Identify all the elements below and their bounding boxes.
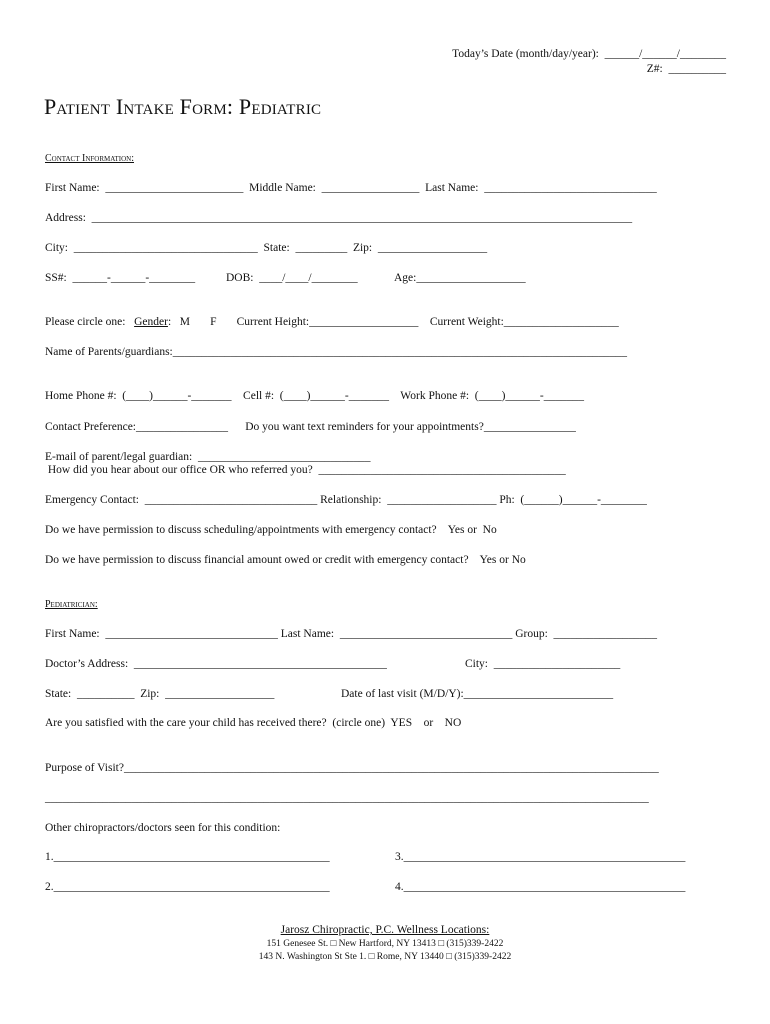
pediatrician-heading: Pediatrician:	[45, 599, 98, 610]
z-number-field[interactable]: Z#: __________	[646, 63, 726, 75]
age-field[interactable]: Age:___________________	[394, 272, 526, 284]
other-doctors-label: Other chiropractors/doctors seen for this condition:	[45, 822, 281, 834]
page-title: Patient Intake Form: Pediatric	[44, 94, 322, 119]
todays-date-field[interactable]: Today’s Date (month/day/year): ______/______/________	[452, 48, 726, 60]
patient-names-field[interactable]: First Name: ________________________ Middle Name: _________________ Last Name: ______________________________	[45, 182, 657, 194]
guardian-email-field[interactable]: E-mail of parent/legal guardian: ______________________________	[45, 451, 371, 463]
other-doctor-3-field[interactable]: 3._________________________________________________	[395, 851, 686, 863]
other-doctor-1-field[interactable]: 1.________________________________________________	[45, 851, 330, 863]
contact-preference-field[interactable]: Contact Preference:________________ Do you want text reminders for your appointments?________________	[45, 421, 576, 433]
phone-numbers-field[interactable]: Home Phone #: (____)______-_______ Cell #: (____)______-_______ Work Phone #: (____)______-_______	[45, 390, 585, 402]
gender-height-weight-row[interactable]	[45, 315, 619, 329]
ssn-field[interactable]: SS#: ______-______-________	[45, 272, 196, 284]
contact-information-heading: Contact Information:	[45, 153, 134, 164]
circle-one-label: Please circle one:	[45, 316, 135, 328]
doctor-address-field[interactable]: Doctor’s Address: ____________________________________________	[45, 658, 387, 670]
permission-financial-question[interactable]: Do we have permission to discuss financial amount owed or credit with emergency contact? Yes or No	[45, 554, 526, 566]
other-doctor-2-field[interactable]: 2.________________________________________________	[45, 881, 330, 893]
purpose-of-visit-line-2[interactable]: _________________________________________________________________________________________________________	[45, 792, 649, 804]
gender-label: Gender	[134, 316, 168, 328]
address-field[interactable]: Address: ______________________________________________________________________________________________	[45, 212, 633, 224]
referral-field[interactable]: How did you hear about our office OR who referred you? ___________________________________________	[45, 464, 566, 476]
parents-guardians-field[interactable]: Name of Parents/guardians:_______________________________________________________________________________	[45, 346, 627, 358]
footer-company-name: Jarosz Chiropractic, P.C. Wellness Locations:	[280, 924, 490, 936]
purpose-of-visit-field[interactable]: Purpose of Visit?_____________________________________________________________________________________________	[45, 762, 659, 774]
gender-height-weight-fields[interactable]: : M F Current Height:___________________ Current Weight:____________________	[167, 316, 619, 328]
doctor-city-field[interactable]: City: ______________________	[465, 658, 621, 670]
doctor-state-zip-field[interactable]: State: __________ Zip: ___________________	[45, 688, 275, 700]
last-visit-date-field[interactable]: Date of last visit (M/D/Y):__________________________	[341, 688, 614, 700]
emergency-contact-field[interactable]: Emergency Contact: ______________________________ Relationship: ___________________ Ph: (______)______-________	[45, 494, 647, 506]
satisfaction-question[interactable]: Are you satisfied with the care your child has received there? (circle one) YES or NO	[45, 717, 462, 729]
dob-field[interactable]: DOB: ____/____/________	[226, 272, 358, 284]
footer-location-rome: 143 N. Washington St Ste 1. □ Rome, NY 13440 □ (315)339-2422	[258, 952, 512, 962]
permission-scheduling-question[interactable]: Do we have permission to discuss scheduling/appointments with emergency contact? Yes or No	[45, 524, 497, 536]
pediatrician-names-field[interactable]: First Name: ______________________________ Last Name: ______________________________ Group: __________________	[45, 628, 658, 640]
footer-location-new-hartford: 151 Genesee St. □ New Hartford, NY 13413 □ (315)339-2422	[266, 939, 504, 949]
other-doctor-4-field[interactable]: 4._________________________________________________	[395, 881, 686, 893]
city-state-zip-field[interactable]: City: ________________________________ State: _________ Zip: ___________________	[45, 242, 488, 254]
